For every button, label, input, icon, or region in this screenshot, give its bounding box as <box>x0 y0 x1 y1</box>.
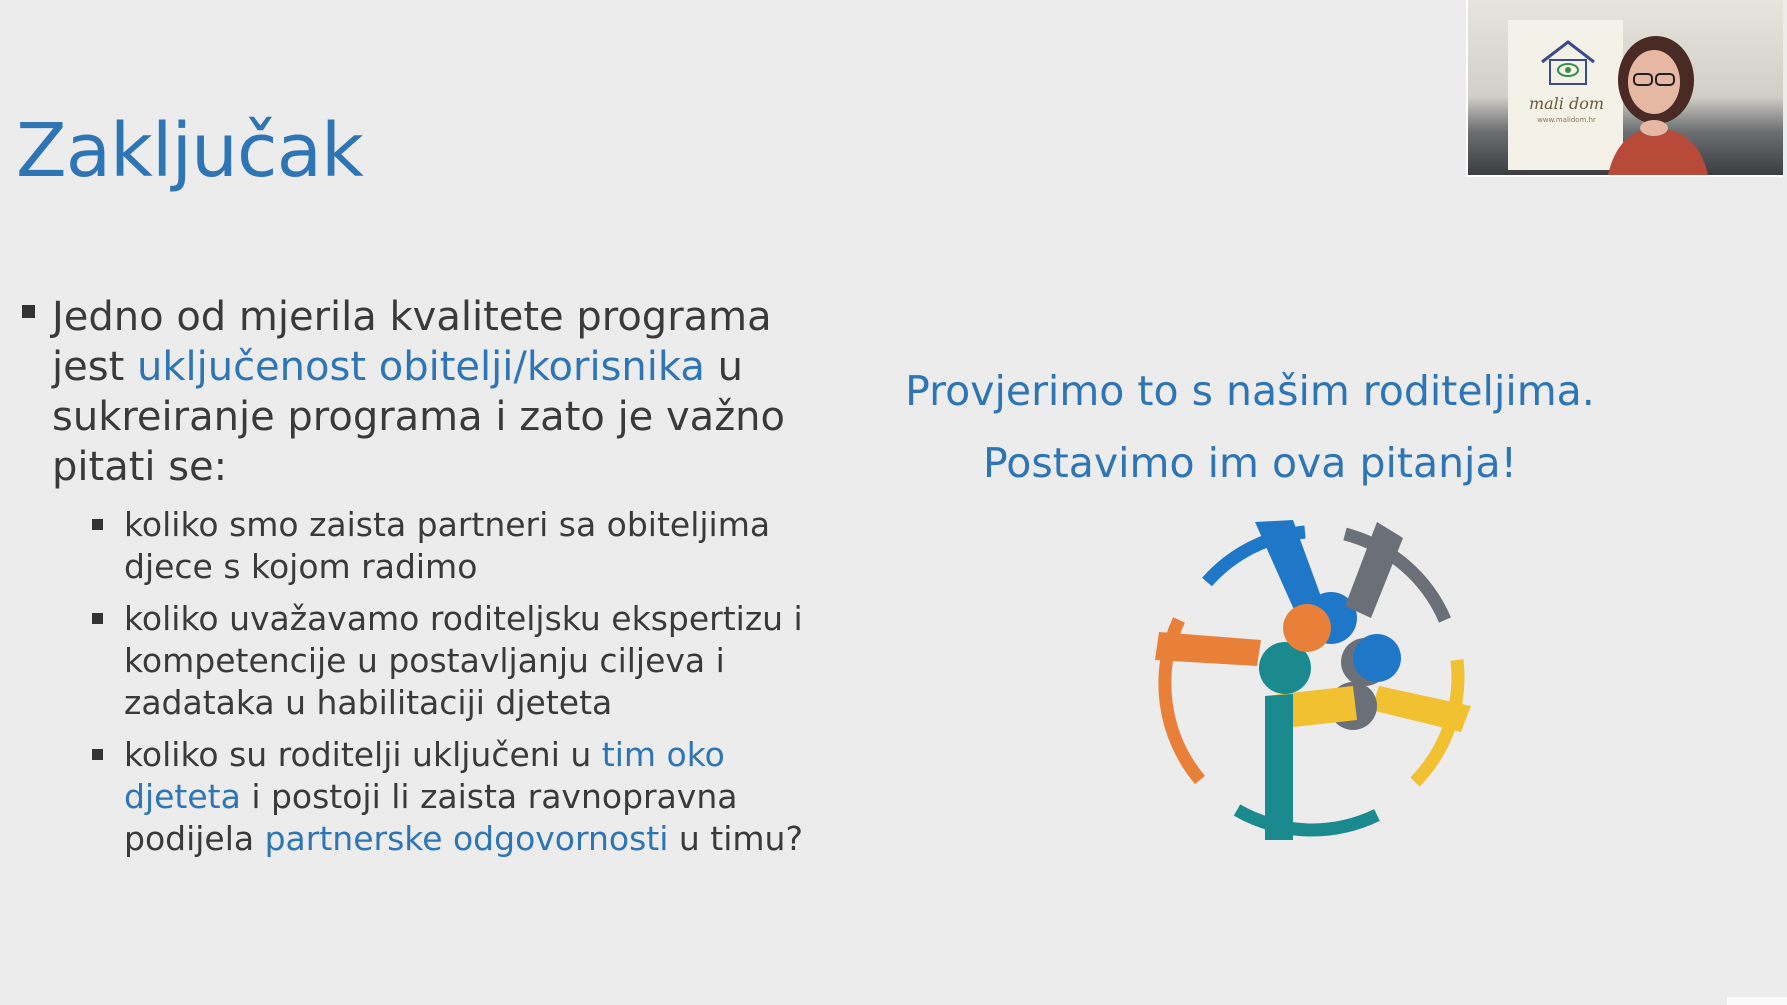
sub-bullet-list <box>18 504 818 860</box>
main-bullet-highlight: uključenost obitelji/korisnika <box>136 344 705 390</box>
bullet-square-icon <box>22 305 35 318</box>
corner-mark <box>1727 997 1787 1005</box>
presenter-avatar <box>1598 20 1748 175</box>
call-to-action <box>880 355 1620 499</box>
bullet-square-icon <box>92 613 103 624</box>
webcam-overlay[interactable] <box>1466 0 1783 177</box>
logo-text: mali dom <box>1528 94 1605 113</box>
arm-teal <box>1259 642 1311 840</box>
sub-bullet <box>90 734 818 860</box>
sub-bullet-text: i postoji li zaista ravnopravna podijela <box>124 777 738 858</box>
sub-bullet <box>90 598 818 724</box>
sub-bullet-highlight: partnerske odgovornosti <box>264 819 669 858</box>
sub-bullet <box>90 504 818 588</box>
sub-bullet-text: koliko su roditelji uključeni u <box>124 735 602 774</box>
house-logo-icon <box>1538 38 1598 86</box>
sub-bullet-text: koliko smo zaista partneri sa obiteljima djece s kojom radimo <box>124 505 771 586</box>
sub-bullet-text: u timu? <box>668 819 803 858</box>
sub-bullet-text: koliko uvažavamo roditeljsku ekspertizu i kompetencije u postavljanju ciljeva i zadataka u habilitaciji djeteta <box>124 599 803 722</box>
fist-blue <box>1353 634 1401 682</box>
sub-bullet-highlight: tim oko djeteta <box>124 735 725 816</box>
main-bullet-text: Jedno od mjerila kvalitete programa jest <box>52 294 772 390</box>
bullet-square-icon <box>92 749 103 760</box>
call-to-action-line-1: Provjerimo to s našim roditeljima. <box>905 367 1595 415</box>
bullet-list <box>18 292 818 870</box>
slide-title: Zaključak <box>16 108 363 194</box>
call-to-action-line-2: Postavimo im ova pitanja! <box>982 439 1518 487</box>
hands-circle-icon <box>1145 510 1485 850</box>
bullet-square-icon <box>92 519 103 530</box>
ring-segment-teal <box>1237 810 1377 830</box>
logo-url: www.malidom.hr <box>1537 116 1596 124</box>
main-bullet <box>18 292 818 492</box>
main-bullet-text-end: u sukreiranje programa i zato je važno pitati se: <box>52 344 786 490</box>
